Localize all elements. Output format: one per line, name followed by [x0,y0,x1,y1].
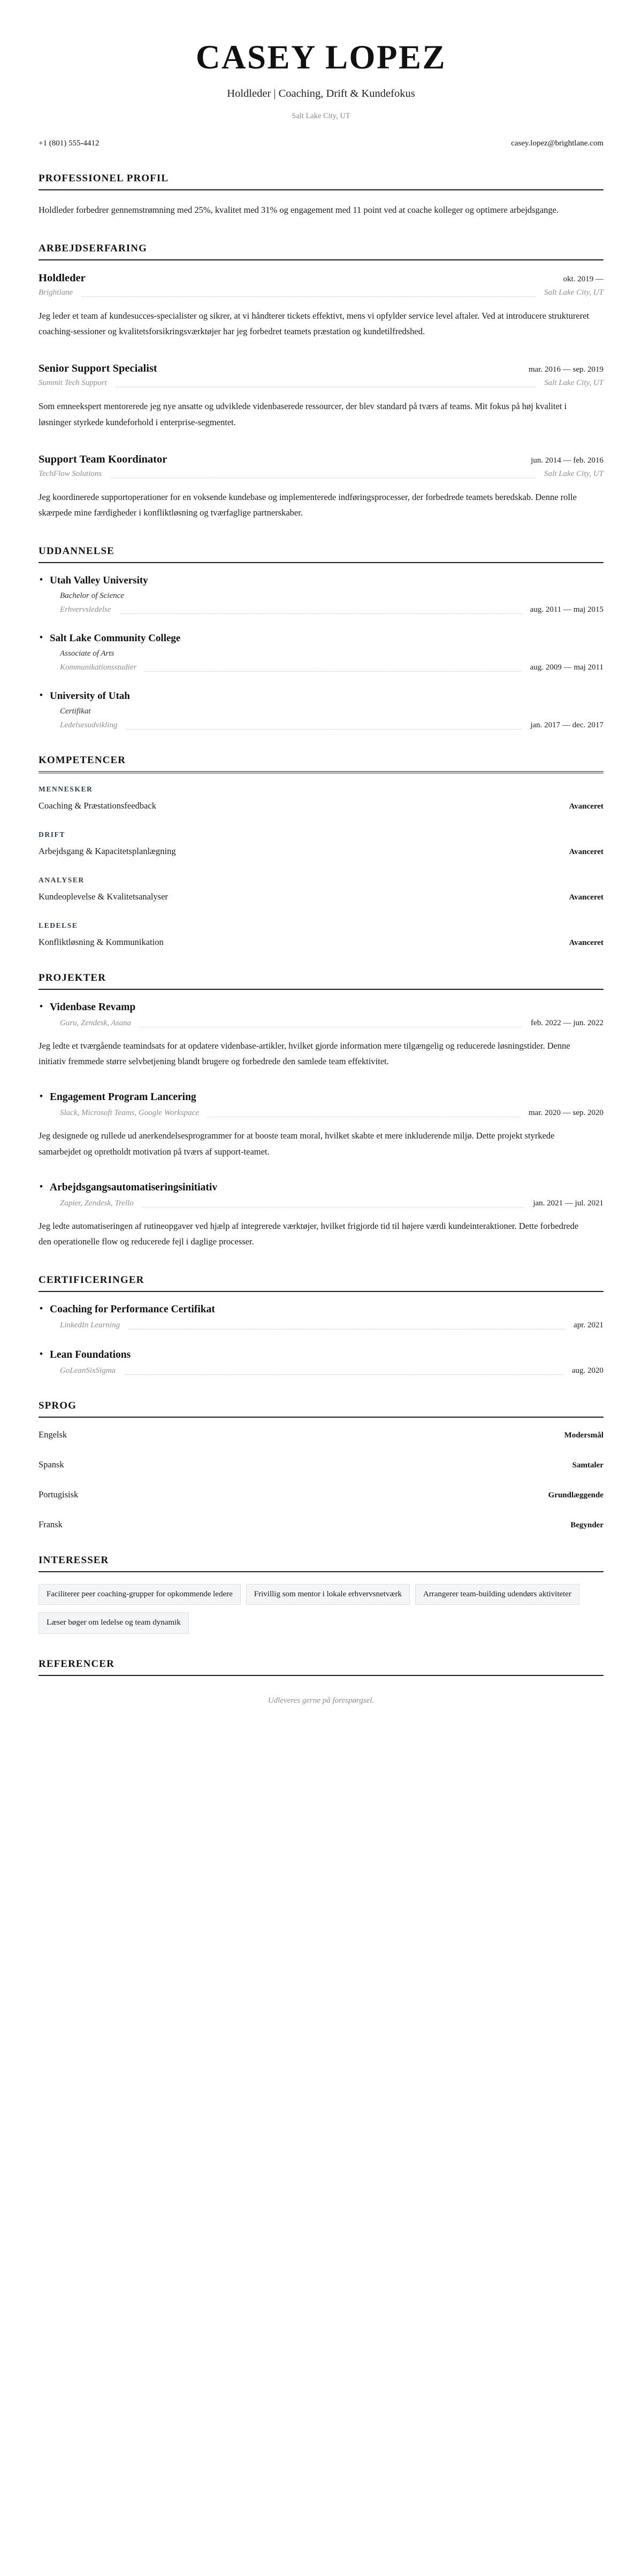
language-name: Portugisisk [39,1489,79,1500]
skill-group [39,876,603,902]
skill-name: Kundeoplevelse & Kvalitetsanalyser [39,891,168,902]
skill-level: Avanceret [569,802,603,811]
interest-tag-list [39,1584,603,1634]
experience-dates: mar. 2016 — sep. 2019 [529,365,603,374]
project-tools: Guru, Zendesk, Asana [60,1018,132,1027]
education-degree: Bachelor of Science [60,591,124,600]
email-text[interactable]: casey.lopez@brightlane.com [511,139,603,148]
profile-summary-text: Holdleder forbedrer gennemstrømning med 25%, kvalitet med 31% og engagement med 11 point ved at coache kolleger og optimere arbejdsgange. [39,205,559,216]
interest-tag: Læser bøger om ledelse og team dynamik [39,1612,189,1634]
section-title-skills: KOMPETENCER [39,754,126,766]
section-divider [39,189,603,190]
project-name: • Arbejdsgangsautomatiseringsinitiativ [39,1182,603,1194]
references-note: Udleveres gerne på forespørgsel. [268,1696,374,1705]
section-title-references: REFERENCER [39,1658,114,1670]
experience-location: Salt Lake City, UT [544,288,603,297]
experience-company: Summit Tech Support [39,379,107,388]
experience-company: Brightlane [39,288,73,297]
section-divider [39,771,603,773]
education-dates: jan. 2017 — dec. 2017 [530,720,603,729]
project-name: • Engagement Program Lancering [39,1091,603,1103]
language-level: Samtaler [572,1460,603,1470]
experience-location: Salt Lake City, UT [544,379,603,388]
language-row [39,1519,603,1530]
project-dates: jan. 2021 — jul. 2021 [533,1199,603,1208]
section-certifications [39,1274,603,1375]
skill-row [39,801,603,811]
section-references [39,1658,603,1705]
skill-level: Avanceret [569,938,603,947]
section-title-profile: PROFESSIONEL PROFIL [39,173,169,184]
candidate-name: CASEY LOPEZ [195,39,446,76]
experience-dates: jun. 2014 — feb. 2016 [531,456,603,465]
project-dates: feb. 2022 — jun. 2022 [531,1018,603,1027]
certification-issuer: GoLeanSixSigma [60,1366,116,1375]
project-item [39,1182,603,1250]
project-description: Jeg ledte et tværgående teamindsats for at opdatere videnbase-artikler, hvilket gjorde information mere tilgængelig og reducerede løsningstider. Denne initiativ fremmede større selvbetjening blandt brugere og forbedrede den samlede team effektivitet. [39,1040,570,1067]
project-name: • Videnbase Revamp [39,1002,603,1013]
language-level: Modersmål [564,1431,603,1440]
experience-company: TechFlow Solutions [39,469,102,478]
certification-name: • Coaching for Performance Certifikat [39,1304,603,1316]
education-item [39,690,603,730]
experience-description: Jeg koordinerede supportoperationer for en voksende kundebase og implementerede indføringsprocesser, der forbedrede teamets beredskab. Denne rolle skærpede mine færdigheder i konfliktløsning og tværfaglige partnerskaber. [39,491,577,518]
skill-name: Coaching & Præstationsfeedback [39,800,156,811]
phone-text[interactable]: +1 (801) 555-4412 [39,139,100,148]
certification-date: aug. 2020 [571,1366,603,1375]
experience-job-title: Support Team Koordinator [39,453,167,465]
language-row [39,1489,603,1500]
education-item [39,575,603,614]
education-dates: aug. 2009 — maj 2011 [530,663,603,672]
experience-item [39,453,603,521]
section-education [39,545,603,730]
dotted-leader [145,671,521,672]
project-tools: Zapier, Zendesk, Trello [60,1199,134,1208]
skill-level: Avanceret [569,893,603,902]
language-row [39,1459,603,1470]
section-title-experience: ARBEJDSERFARING [39,242,148,254]
project-tools: Slack, Microsoft Teams, Google Workspace [60,1109,199,1118]
skill-group [39,831,603,857]
interest-tag: Faciliterer peer coaching-grupper for opkommende ledere [39,1584,241,1605]
education-field: Ledelsesudvikling [60,720,118,729]
education-field: Erhvervsledelse [60,605,111,614]
section-title-languages: SPROG [39,1400,77,1411]
section-divider [39,989,603,990]
experience-item [39,363,603,430]
section-title-projects: PROJEKTER [39,972,106,983]
section-divider [39,1417,603,1418]
skill-category-label: DRIFT [39,830,66,839]
section-title-education: UDDANNELSE [39,545,114,557]
education-school: • Utah Valley University [39,575,603,587]
project-item [39,1091,603,1159]
interest-tag: Frivillig som mentor i lokale erhvervsnetværk [246,1584,410,1605]
skill-category-label: ANALYSER [39,875,85,884]
section-title-certifications: CERTIFICERINGER [39,1274,144,1286]
section-skills [39,755,603,948]
experience-dates: okt. 2019 — [563,274,603,283]
skill-row [39,937,603,948]
section-experience [39,243,603,521]
candidate-headline: Holdleder | Coaching, Drift & Kundefokus [227,88,415,100]
dotted-leader [142,1207,525,1208]
dotted-leader [120,613,522,614]
education-item [39,633,603,672]
experience-location: Salt Lake City, UT [544,469,603,478]
dotted-leader [81,296,536,297]
language-level: Begynder [570,1520,603,1529]
section-divider [39,1675,603,1676]
project-dates: mar. 2020 — sep. 2020 [529,1109,603,1118]
skill-category-label: MENNESKER [39,785,93,793]
project-description: Jeg designede og rullede ud anerkendelsesprogrammer for at booste team moral, hvilket skabte et mere inkluderende miljø. Dette projekt styrkede samarbejdet og opretholdt motivation på tværs af support-teamet. [39,1131,555,1157]
section-divider [39,259,603,260]
education-dates: aug. 2011 — maj 2015 [530,605,603,614]
education-field: Kommunikationsstudier [60,663,137,672]
section-divider [39,1571,603,1572]
section-profile [39,173,603,218]
skill-group [39,785,603,811]
contact-row [39,139,603,148]
certification-item [39,1349,603,1375]
experience-job-title: Senior Support Specialist [39,363,157,375]
interest-tag: Arrangerer team-building udendørs aktiviteter [415,1584,579,1605]
experience-description: Som emneekspert mentorerede jeg nye ansatte og udviklede videnbaserede ressourcer, der blev standard på tværs af teams. Mit fokus på høj kvalitet i løsninger styrkede kundeforhold i enterprise-segmentet. [39,401,567,427]
section-languages [39,1400,603,1530]
candidate-location: Salt Lake City, UT [292,112,350,121]
dotted-leader [124,1374,563,1375]
section-title-interests: INTERESSER [39,1554,109,1566]
skill-group [39,921,603,948]
language-name: Fransk [39,1519,63,1529]
skill-category-label: LEDELSE [39,921,78,929]
section-projects [39,972,603,1250]
education-degree: Certifikat [60,706,91,716]
experience-job-title: Holdleder [39,272,86,284]
skill-level: Avanceret [569,847,603,856]
education-school: • Salt Lake Community College [39,633,603,644]
experience-item [39,272,603,340]
education-school: • University of Utah [39,690,603,702]
skill-name: Konfliktløsning & Kommunikation [39,936,164,947]
section-divider [39,1291,603,1292]
education-degree: Associate of Arts [60,649,114,658]
section-divider [39,562,603,563]
certification-date: apr. 2021 [574,1320,603,1329]
certification-item [39,1304,603,1330]
language-name: Spansk [39,1459,64,1470]
certification-issuer: LinkedIn Learning [60,1320,120,1329]
project-description: Jeg ledte automatiseringen af rutineopgaver ved hjælp af integrerede værktøjer, hvilket frigjorde tid til højere værdi kundeinteraktioner. Dette forbedrede den operationelle flow og reducerede fejl i daglige processer. [39,1221,579,1247]
project-item [39,1002,603,1070]
certification-name: • Lean Foundations [39,1349,603,1361]
section-interests [39,1555,603,1634]
skill-row [39,846,603,857]
skill-row [39,891,603,902]
resume-header [39,0,603,148]
skill-name: Arbejdsgang & Kapacitetsplanlægning [39,845,176,856]
language-name: Engelsk [39,1429,67,1440]
language-row [39,1429,603,1440]
experience-description: Jeg leder et team af kundesucces-specialister og sikrer, at vi håndterer tickets effektivt, mens vi opfylder service level aftaler. Ved at introducere struktureret coaching-sessioner og kvalitetsforsikringsværktøjer har jeg forbedret teamets præstation og kundetilfredshed. [39,310,590,336]
language-level: Grundlæggende [548,1490,603,1500]
